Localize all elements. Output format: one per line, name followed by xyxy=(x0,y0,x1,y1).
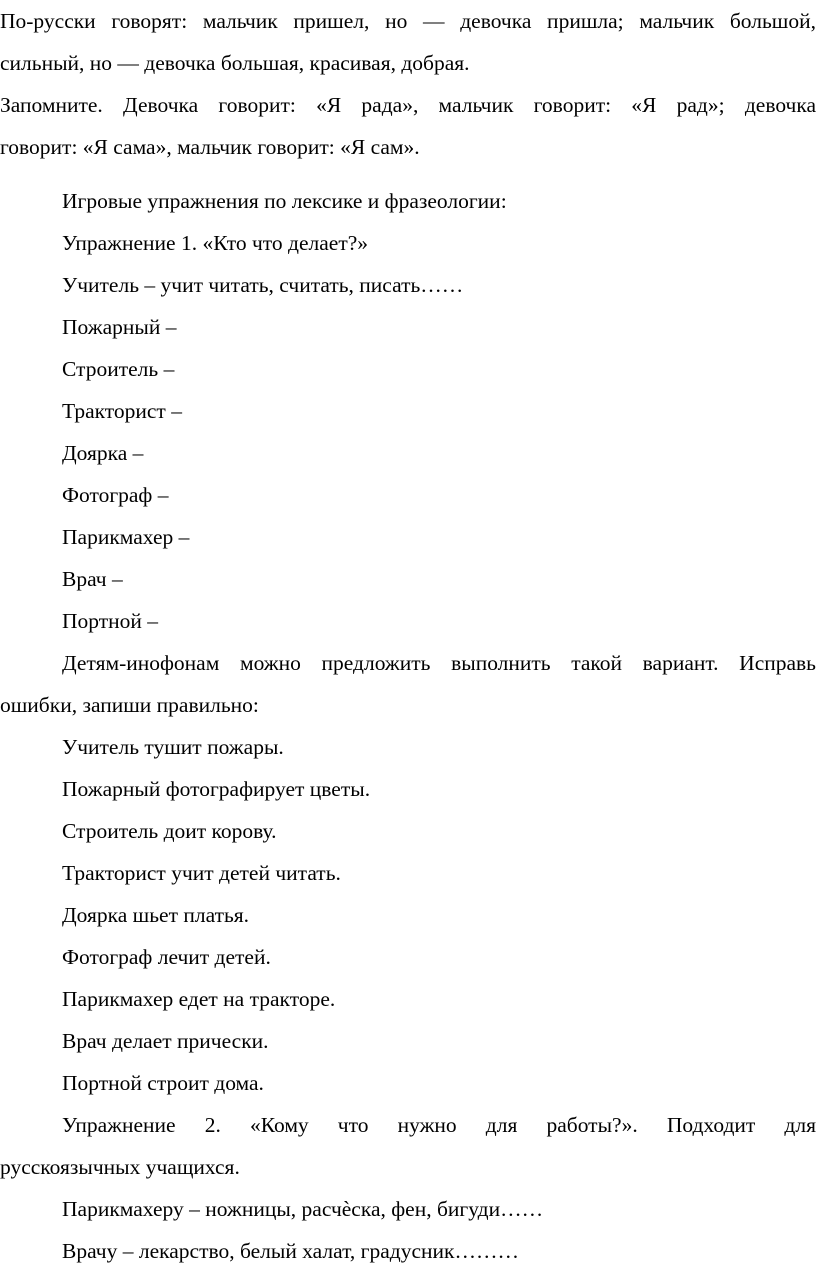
error-sentence: Учитель тушит пожары. xyxy=(62,735,284,759)
error-sentence: Пожарный фотографирует цветы. xyxy=(62,777,371,801)
error-sentence: Портной строит дома. xyxy=(62,1071,264,1095)
exercises-heading: Игровые упражнения по лексике и фразеологии: xyxy=(62,189,507,213)
error-sentence: Фотограф лечит детей. xyxy=(62,945,271,969)
profession-item: Портной – xyxy=(62,609,159,633)
error-sentence: Парикмахер едет на тракторе. xyxy=(62,987,336,1011)
error-sentence: Тракторист учит детей читать. xyxy=(62,861,341,885)
error-sentence: Доярка шьет платья. xyxy=(62,903,250,927)
variant-line-2: ошибки, запиши правильно: xyxy=(0,693,259,717)
intro-line-2: сильный, но — девочка большая, красивая, добрая. xyxy=(0,51,470,75)
exercise-1-title: Упражнение 1. «Кто что делает?» xyxy=(62,231,369,255)
exercises-section xyxy=(0,180,816,1272)
exercise-1-example: Учитель – учит читать, считать, писать…… xyxy=(62,273,464,297)
exercise-2-example: Врачу – лекарство, белый халат, градусник……… xyxy=(62,1239,519,1263)
remember-line-2: говорит: «Я сама», мальчик говорит: «Я сам». xyxy=(0,135,420,159)
remember-line-1: Запомните. Девочка говорит: «Я рада», мальчик говорит: «Я рад»; девочка xyxy=(0,93,816,117)
exercise-2-example: Парикмахеру – ножницы, расчѐска, фен, бигуди…… xyxy=(62,1197,544,1221)
error-sentence: Строитель доит корову. xyxy=(62,819,277,843)
exercise-2-title-line-2: русскоязычных учащихся. xyxy=(0,1155,240,1179)
remember-paragraph xyxy=(0,84,816,168)
profession-item: Строитель – xyxy=(62,357,175,381)
profession-item: Доярка – xyxy=(62,441,144,465)
profession-item: Парикмахер – xyxy=(62,525,190,549)
profession-item: Фотограф – xyxy=(62,483,169,507)
exercise-2-title-line-1: Упражнение 2. «Кому что нужно для работы?». Подходит для xyxy=(62,1113,816,1137)
profession-item: Пожарный – xyxy=(62,315,177,339)
intro-paragraph xyxy=(0,0,816,84)
variant-line-1: Детям-инофонам можно предложить выполнить такой вариант. Исправь xyxy=(62,651,816,675)
profession-item: Врач – xyxy=(62,567,123,591)
profession-item: Тракторист – xyxy=(62,399,182,423)
intro-line-1: По-русски говорят: мальчик пришел, но — девочка пришла; мальчик большой, xyxy=(0,9,816,33)
error-sentence: Врач делает прически. xyxy=(62,1029,269,1053)
